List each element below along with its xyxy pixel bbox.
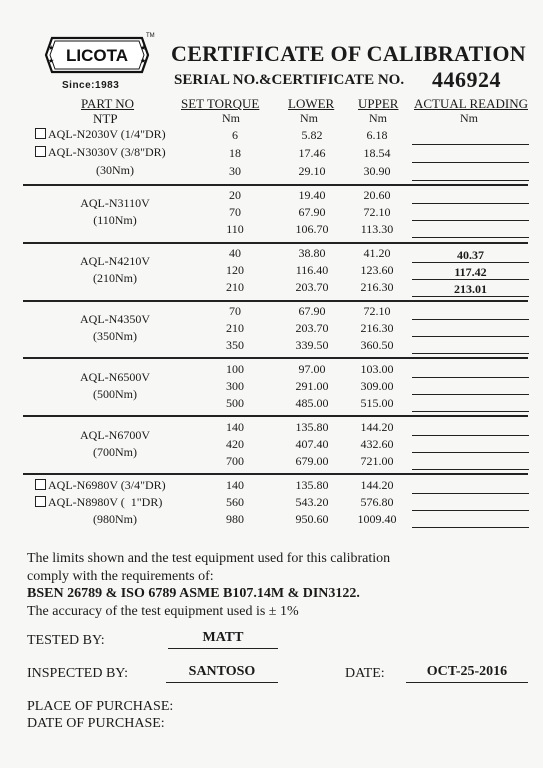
inspected-by-label: INSPECTED BY: [27, 666, 129, 681]
actual-reading-line[interactable] [412, 319, 529, 320]
actual-reading-line[interactable] [412, 162, 529, 163]
lower-cell: 97.00 [298, 362, 326, 376]
inspected-by-value: SANTOSO [188, 664, 256, 679]
tested-by-label: TESTED BY: [27, 633, 105, 648]
set-torque-cell: 40 [229, 246, 241, 260]
licota-logo [38, 30, 156, 80]
group-divider [23, 473, 528, 475]
col-upper: UPPER [358, 96, 399, 111]
lower-cell: 339.50 [295, 338, 329, 352]
set-torque-cell: 70 [229, 304, 241, 318]
actual-reading-line[interactable] [412, 510, 529, 511]
upper-cell: 72.10 [363, 205, 391, 219]
actual-reading-line[interactable] [412, 180, 529, 181]
upper-cell: 72.10 [363, 304, 391, 318]
svg-text:★: ★ [140, 57, 147, 65]
upper-cell: 144.20 [360, 420, 394, 434]
upper-cell: 144.20 [360, 478, 394, 492]
lower-cell: 135.80 [295, 478, 329, 492]
actual-reading-line[interactable] [412, 452, 529, 453]
part-row: AQL-N8980V ( 1"DR) [35, 495, 162, 510]
part-row: AQL-N2030V (1/4"DR) [35, 127, 166, 142]
part-number: AQL-N4210V [80, 254, 150, 268]
upper-cell: 18.54 [363, 146, 391, 160]
part-capacity: (30Nm) [96, 163, 134, 177]
lower-cell: 29.10 [298, 164, 326, 178]
upper-cell: 515.00 [360, 396, 394, 410]
lower-cell: 543.20 [295, 495, 329, 509]
set-torque-cell: 110 [226, 222, 244, 236]
lower-cell: 5.82 [301, 128, 323, 142]
part-checkbox[interactable] [35, 128, 46, 139]
upper-cell: 123.60 [360, 263, 394, 277]
svg-text:★: ★ [48, 57, 55, 65]
col-upper-unit: Nm [369, 111, 387, 125]
part-number: AQL-N6500V [80, 370, 150, 384]
upper-cell: 103.00 [360, 362, 394, 376]
part-checkbox[interactable] [35, 479, 46, 490]
upper-cell: 360.50 [360, 338, 394, 352]
logo-trademark: TM [146, 33, 155, 39]
part-capacity: (700Nm) [93, 445, 137, 459]
actual-reading-line[interactable] [412, 237, 529, 238]
set-torque-cell: 210 [226, 280, 244, 294]
svg-text:★: ★ [48, 44, 55, 52]
part-capacity: (500Nm) [93, 387, 137, 401]
actual-reading-line[interactable] [412, 296, 529, 297]
part-number: AQL-N4350V [80, 312, 150, 326]
actual-reading-line[interactable] [412, 377, 529, 378]
actual-reading-line[interactable] [412, 262, 529, 263]
set-torque-cell: 140 [226, 420, 244, 434]
actual-reading-line[interactable] [412, 336, 529, 337]
lower-cell: 38.80 [298, 246, 326, 260]
lower-cell: 407.40 [295, 437, 329, 451]
lower-cell: 950.60 [295, 512, 329, 526]
col-part-sub: NTP [93, 111, 118, 126]
lower-cell: 203.70 [295, 321, 329, 335]
set-torque-cell: 6 [232, 128, 238, 142]
certificate-title: CERTIFICATE OF CALIBRATION [171, 41, 526, 66]
upper-cell: 1009.40 [357, 512, 397, 526]
lower-cell: 116.40 [295, 263, 329, 277]
col-part-no: PART NO [81, 96, 135, 111]
lower-cell: 291.00 [295, 379, 329, 393]
serial-label: SERIAL NO.&CERTIFICATE NO. [174, 72, 405, 88]
inspected-by-line [166, 682, 278, 683]
part-checkbox[interactable] [35, 496, 46, 507]
lower-cell: 106.70 [295, 222, 329, 236]
actual-reading-line[interactable] [412, 435, 529, 436]
set-torque-cell: 560 [226, 495, 244, 509]
set-torque-cell: 420 [226, 437, 244, 451]
part-checkbox[interactable] [35, 146, 46, 157]
upper-cell: 41.20 [363, 246, 391, 260]
upper-cell: 216.30 [360, 280, 394, 294]
upper-cell: 309.00 [360, 379, 394, 393]
lower-cell: 203.70 [295, 280, 329, 294]
upper-cell: 6.18 [366, 128, 388, 142]
set-torque-cell: 350 [226, 338, 244, 352]
part-capacity: (110Nm) [93, 213, 137, 227]
group-divider [23, 184, 528, 186]
actual-reading-line[interactable] [412, 144, 529, 145]
actual-reading-line[interactable] [412, 279, 529, 280]
place-of-purchase-label: PLACE OF PURCHASE: [27, 699, 174, 714]
set-torque-cell: 20 [229, 188, 241, 202]
actual-reading-value: 40.37 [457, 248, 484, 262]
set-torque-cell: 500 [226, 396, 244, 410]
lower-cell: 19.40 [298, 188, 326, 202]
part-number: AQL-N6700V [80, 428, 150, 442]
actual-reading-line[interactable] [412, 203, 529, 204]
set-torque-cell: 980 [226, 512, 244, 526]
col-lower-unit: Nm [300, 111, 318, 125]
tested-by-line [168, 648, 278, 649]
logo-brand-text: LICOTA [65, 46, 129, 65]
accuracy-note: The accuracy of the test equipment used is ± 1% [27, 604, 299, 619]
part-capacity: (350Nm) [93, 329, 137, 343]
lower-cell: 67.90 [298, 304, 326, 318]
since-year: Since:1983 [62, 80, 120, 91]
group-divider [23, 357, 528, 359]
group-divider [23, 242, 528, 244]
compliance-note-line2: comply with the requirements of: [27, 569, 214, 584]
part-capacity: (210Nm) [93, 271, 137, 285]
set-torque-cell: 30 [229, 164, 241, 178]
lower-cell: 67.90 [298, 205, 326, 219]
actual-reading-line[interactable] [412, 493, 529, 494]
actual-reading-line[interactable] [412, 394, 529, 395]
lower-cell: 17.46 [298, 146, 326, 160]
col-actual-reading: ACTUAL READING [414, 96, 528, 111]
date-line [406, 682, 528, 683]
actual-reading-line[interactable] [412, 353, 529, 354]
group-divider [23, 300, 528, 302]
upper-cell: 432.60 [360, 437, 394, 451]
upper-cell: 216.30 [360, 321, 394, 335]
upper-cell: 20.60 [363, 188, 391, 202]
actual-reading-value: 213.01 [454, 282, 487, 296]
set-torque-cell: 140 [226, 478, 244, 492]
part-capacity: (980Nm) [93, 512, 137, 526]
actual-reading-line[interactable] [412, 527, 529, 528]
compliance-standards: BSEN 26789 & ISO 6789 ASME B107.14M & DIN3122. [27, 586, 360, 601]
part-row: AQL-N3030V (3/8"DR) [35, 145, 166, 160]
set-torque-cell: 210 [226, 321, 244, 335]
upper-cell: 721.00 [360, 454, 394, 468]
set-torque-cell: 18 [229, 146, 241, 160]
lower-cell: 485.00 [295, 396, 329, 410]
date-of-purchase-label: DATE OF PURCHASE: [27, 716, 165, 731]
group-divider [23, 415, 528, 417]
part-row: AQL-N6980V (3/4"DR) [35, 478, 166, 493]
set-torque-cell: 300 [226, 379, 244, 393]
col-lower: LOWER [288, 96, 335, 111]
upper-cell: 30.90 [363, 164, 391, 178]
upper-cell: 113.30 [360, 222, 394, 236]
svg-text:★: ★ [140, 44, 147, 52]
upper-cell: 576.80 [360, 495, 394, 509]
lower-cell: 135.80 [295, 420, 329, 434]
actual-reading-line[interactable] [412, 411, 529, 412]
col-set-unit: Nm [222, 111, 240, 125]
date-label: DATE: [345, 666, 385, 681]
set-torque-cell: 100 [226, 362, 244, 376]
actual-reading-value: 117.42 [454, 265, 487, 279]
part-number: AQL-N3110V [80, 196, 150, 210]
set-torque-cell: 700 [226, 454, 244, 468]
lower-cell: 679.00 [295, 454, 329, 468]
date-value: OCT-25-2016 [426, 664, 508, 679]
actual-reading-line[interactable] [412, 469, 529, 470]
col-set-torque: SET TORQUE [181, 96, 260, 111]
set-torque-cell: 70 [229, 205, 241, 219]
set-torque-cell: 120 [226, 263, 244, 277]
col-actual-unit: Nm [460, 111, 478, 125]
certificate-number: 446924 [432, 67, 501, 92]
actual-reading-line[interactable] [412, 220, 529, 221]
tested-by-value: MATT [202, 630, 244, 645]
compliance-note-line1: The limits shown and the test equipment used for this calibration [27, 551, 391, 566]
